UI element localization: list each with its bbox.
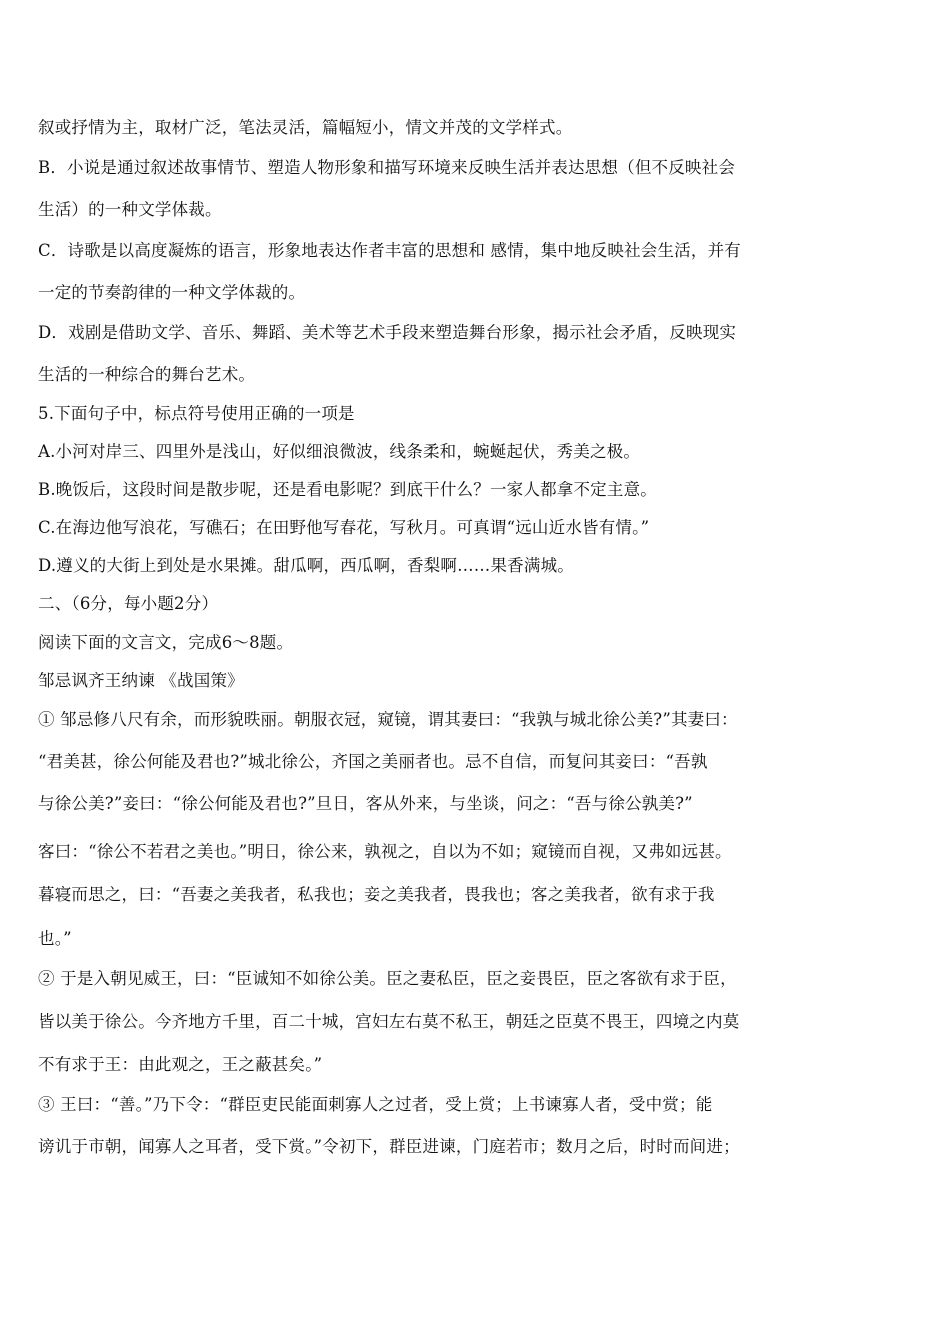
- text-line: A.小河对岸三、四里外是浅山，好似细浪微波，线条柔和，蜿蜒起伏，秀美之极。: [38, 442, 641, 461]
- text-line: 生活的一种综合的舞台艺术。: [38, 365, 256, 384]
- text-line: 皆以美于徐公。今齐地方千里，百二十城，宫妇左右莫不私王，朝廷之臣莫不畏王，四境之内莫: [38, 1012, 740, 1031]
- text-line: 阅读下面的文言文，完成6～8题。: [38, 633, 294, 652]
- passage-title: 邹忌讽齐王纳谏 《战国策》: [38, 671, 244, 690]
- text-line: D．戏剧是借助文学、音乐、舞蹈、美术等艺术手段来塑造舞台形象，揭示社会矛盾，反映现实: [38, 323, 737, 342]
- text-line: 也。”: [38, 929, 72, 948]
- text-line: 叙或抒情为主，取材广泛，笔法灵活，篇幅短小，情文并茂的文学样式。: [38, 118, 573, 137]
- text-line: ② 于是入朝见威王，曰：“臣诚知不如徐公美。臣之妻私臣，臣之妾畏臣，臣之客欲有求于臣，: [38, 969, 737, 988]
- text-line: 不有求于王：由此观之，王之蔽甚矣。”: [38, 1055, 323, 1074]
- text-line: C.在海边他写浪花，写礁石；在田野他写春花，写秋月。可真谓“远山近水皆有情。”: [38, 518, 650, 537]
- text-line: 暮寝而思之，曰：“吾妻之美我者，私我也；妾之美我者，畏我也；客之美我者，欲有求于我: [38, 885, 715, 904]
- text-line: “君美甚，徐公何能及君也?”城北徐公，齐国之美丽者也。忌不自信，而复问其妾曰：“吾孰: [38, 752, 708, 771]
- text-line: B.晚饭后，这段时间是散步呢，还是看电影呢？到底干什么？一家人都拿不定主意。: [38, 480, 657, 499]
- text-line: 谤讥于市朝，闻寡人之耳者，受下赏。”令初下，群臣进谏，门庭若市；数月之后，时时而间进；: [38, 1137, 740, 1156]
- section-heading: 二、（6分，每小题2分）: [38, 594, 219, 613]
- text-line: 与徐公美?”妾曰：“徐公何能及君也?”旦日，客从外来，与坐谈，问之：“吾与徐公孰美?”: [38, 794, 693, 813]
- text-line: B．小说是通过叙述故事情节、塑造人物形象和描写环境来反映生活并表达思想（但不反映社会: [38, 158, 736, 177]
- text-line: 5.下面句子中，标点符号使用正确的一项是: [38, 404, 355, 423]
- text-line: 生活）的一种文学体裁。: [38, 200, 222, 219]
- text-line: ③ 王曰：“善。”乃下令：“群臣吏民能面刺寡人之过者，受上赏；上书谏寡人者，受中赏；能: [38, 1095, 713, 1114]
- text-line: C．诗歌是以高度凝炼的语言，形象地表达作者丰富的思想和 感情，集中地反映社会生活，并有: [38, 241, 741, 260]
- text-line: D.遵义的大街上到处是水果摊。甜瓜啊，西瓜啊，香梨啊……果香满城。: [38, 556, 574, 575]
- text-line: 一定的节奏韵律的一种文学体裁的。: [38, 283, 306, 302]
- text-line: 客曰：“徐公不若君之美也。”明日，徐公来，孰视之，自以为不如；窥镜而自视，又弗如远甚。: [38, 842, 732, 861]
- text-line: ① 邹忌修八尺有余，而形貌昳丽。朝服衣冠，窥镜，谓其妻曰：“我孰与城北徐公美?”其妻曰：: [38, 710, 738, 729]
